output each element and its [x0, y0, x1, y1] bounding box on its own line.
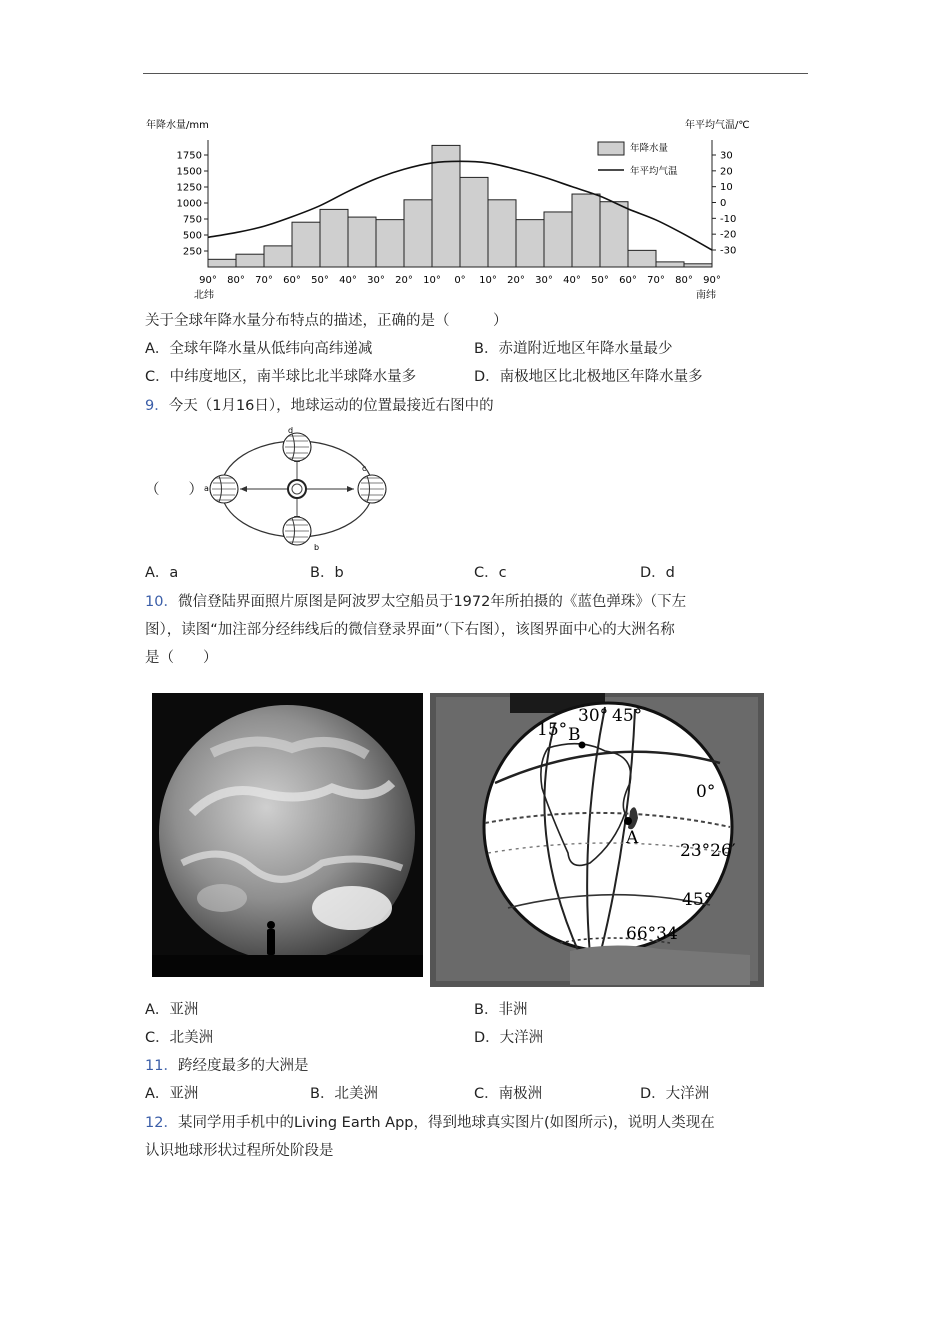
north-latitude-label: 北纬 — [194, 290, 214, 301]
precipitation-bar — [236, 254, 264, 267]
q9-number: 9． — [145, 398, 169, 414]
q11-stem: 跨经度最多的大洲是 — [177, 1058, 309, 1074]
q11-number: 11． — [145, 1058, 178, 1074]
q11-option-b[interactable]: B．北美洲 — [310, 1086, 378, 1102]
x-tick-label: 20° — [395, 275, 413, 286]
y-axis-left-label: 年降水量/mm — [146, 120, 209, 131]
q10-number: 10． — [145, 594, 178, 610]
q8-option-d[interactable]: D．南极地区比北极地区年降水量多 — [474, 369, 703, 385]
precipitation-bar — [544, 212, 572, 267]
x-tick-label: 50° — [591, 275, 609, 286]
x-tick-label: 60° — [619, 275, 637, 286]
x-tick-label: 10° — [423, 275, 441, 286]
q11-option-a[interactable]: A．亚洲 — [145, 1086, 199, 1102]
q11-line — [145, 1056, 308, 1076]
label-lat0: 0° — [696, 782, 716, 802]
precipitation-bar — [684, 264, 712, 267]
precipitation-bar — [292, 222, 320, 267]
x-tick-label: 90° — [199, 275, 217, 286]
q10-stem-1: 微信登陆界面照片原图是阿波罗太空船员于1972年所拍摄的《蓝色弹珠》（下左 — [177, 594, 687, 610]
x-tick-label: 50° — [311, 275, 329, 286]
q10-option-c[interactable]: C．北美洲 — [145, 1030, 214, 1046]
q10-line1 — [145, 592, 686, 612]
x-tick-label: 40° — [339, 275, 357, 286]
x-tick-label: 70° — [647, 275, 665, 286]
orbit-label-d: d — [288, 426, 294, 435]
precipitation-bar — [488, 200, 516, 267]
precipitation-bar — [320, 209, 348, 267]
y-right-tick-label: 0 — [720, 198, 727, 209]
label-lat2326: 23°26′ — [680, 841, 736, 861]
y-right-tick-label: -10 — [720, 213, 737, 225]
q10-line2: 图），读图“加注部分经纬线后的微信登录界面”（下右图），该图界面中心的大洲名称 — [145, 622, 675, 638]
y-left-tick-label: 500 — [182, 230, 202, 242]
orbit-label-a: a — [204, 484, 209, 493]
precipitation-bar — [656, 262, 684, 267]
legend-bar-swatch — [598, 142, 624, 155]
precipitation-bar — [208, 259, 236, 267]
orbit-label-b: b — [314, 543, 320, 552]
x-tick-label: 80° — [675, 275, 693, 286]
label-lon15: 15° — [537, 720, 568, 740]
y-right-tick-label: -30 — [720, 245, 737, 257]
y-axis-right-label: 年平均气温/℃ — [685, 120, 750, 131]
label-lon30: 30° — [578, 706, 609, 726]
y-left-tick-label: 750 — [182, 214, 202, 226]
q8-option-a[interactable]: A．全球年降水量从低纬向高纬递减 — [145, 341, 373, 357]
q9-answer-paren: （ ） — [145, 482, 203, 498]
q9-stem: 今天（1月16日），地球运动的位置最接近右图中的 — [168, 398, 494, 414]
precipitation-bar — [348, 217, 376, 267]
x-tick-label: 70° — [255, 275, 273, 286]
q12-line1 — [145, 1113, 715, 1133]
earth-position-b — [283, 517, 311, 545]
y-left-tick-label: 1500 — [176, 166, 202, 178]
precipitation-bar — [432, 145, 460, 267]
label-lat6634: 66°34′ — [626, 924, 682, 944]
precipitation-bar — [264, 246, 292, 267]
q8-option-b[interactable]: B．赤道附近地区年降水量最少 — [474, 341, 673, 357]
label-lon45: 45° — [612, 706, 643, 726]
y-left-tick-label: 1250 — [176, 182, 202, 194]
orbit-label-c: c — [362, 464, 367, 473]
y-right-tick-label: 10 — [720, 182, 733, 194]
x-tick-label: 60° — [283, 275, 301, 286]
precipitation-bar — [628, 250, 656, 267]
globe-disc — [484, 703, 732, 951]
precipitation-bar — [516, 220, 544, 267]
q11-option-c[interactable]: C．南极洲 — [474, 1086, 543, 1102]
earth-position-d — [283, 433, 311, 461]
q10-option-a[interactable]: A．亚洲 — [145, 1002, 199, 1018]
q10-option-b[interactable]: B．非洲 — [474, 1002, 528, 1018]
y-left-tick-label: 250 — [182, 246, 202, 258]
earth-orbit-diagram — [200, 425, 395, 555]
q9-option-d[interactable]: D．d — [640, 565, 675, 581]
q11-option-d[interactable]: D．大洋洲 — [640, 1086, 710, 1102]
label-lat45: 45° — [682, 890, 713, 910]
q8-stem: 关于全球年降水量分布特点的描述，正确的是（ ） — [145, 313, 508, 329]
precipitation-bar — [572, 194, 600, 267]
point-a-marker — [624, 817, 632, 825]
q10-option-d[interactable]: D．大洋洲 — [474, 1030, 544, 1046]
q9-option-a[interactable]: A．a — [145, 565, 179, 581]
header-rule — [143, 73, 808, 74]
legend-line-label: 年平均气温 — [630, 166, 678, 177]
q12-stem-1: 某同学用手机中的Living Earth App，得到地球真实图片(如图所示)，说明人类现在 — [177, 1115, 715, 1131]
x-tick-label: 40° — [563, 275, 581, 286]
y-right-tick-label: -20 — [720, 229, 737, 241]
x-tick-label: 90° — [703, 275, 721, 286]
x-tick-label: 10° — [479, 275, 497, 286]
q12-line2: 认识地球形状过程所处阶段是 — [145, 1143, 334, 1159]
x-tick-label: 80° — [227, 275, 245, 286]
person-silhouette-icon — [267, 921, 275, 955]
y-right-tick-label: 20 — [720, 166, 733, 178]
x-tick-label: 0° — [454, 275, 466, 286]
x-tick-label: 30° — [367, 275, 385, 286]
blue-marble-photo — [152, 693, 423, 977]
earth-position-a — [210, 475, 238, 503]
precipitation-bar — [404, 200, 432, 267]
label-point-a: A — [626, 828, 639, 848]
q9-option-b[interactable]: B．b — [310, 565, 344, 581]
x-tick-label: 30° — [535, 275, 553, 286]
q9-option-c[interactable]: C．c — [474, 565, 507, 581]
q10-line3: 是（ ） — [145, 650, 218, 666]
y-right-tick-label: 30 — [720, 150, 733, 162]
q8-option-c[interactable]: C．中纬度地区，南半球比北半球降水量多 — [145, 369, 417, 385]
q9-line — [145, 396, 494, 416]
precipitation-bar — [460, 177, 488, 267]
earth-position-c — [358, 475, 386, 503]
label-point-b: B — [568, 725, 581, 745]
precipitation-bar — [600, 202, 628, 267]
precipitation-bar — [376, 220, 404, 267]
south-latitude-label: 南纬 — [696, 290, 716, 301]
y-left-tick-label: 1750 — [176, 150, 202, 162]
q12-number: 12． — [145, 1115, 178, 1131]
precipitation-temperature-chart — [140, 110, 760, 305]
legend-bar-label: 年降水量 — [630, 143, 669, 154]
y-left-tick-label: 1000 — [176, 198, 202, 210]
wechat-login-globe-map — [430, 693, 764, 987]
x-tick-label: 20° — [507, 275, 525, 286]
